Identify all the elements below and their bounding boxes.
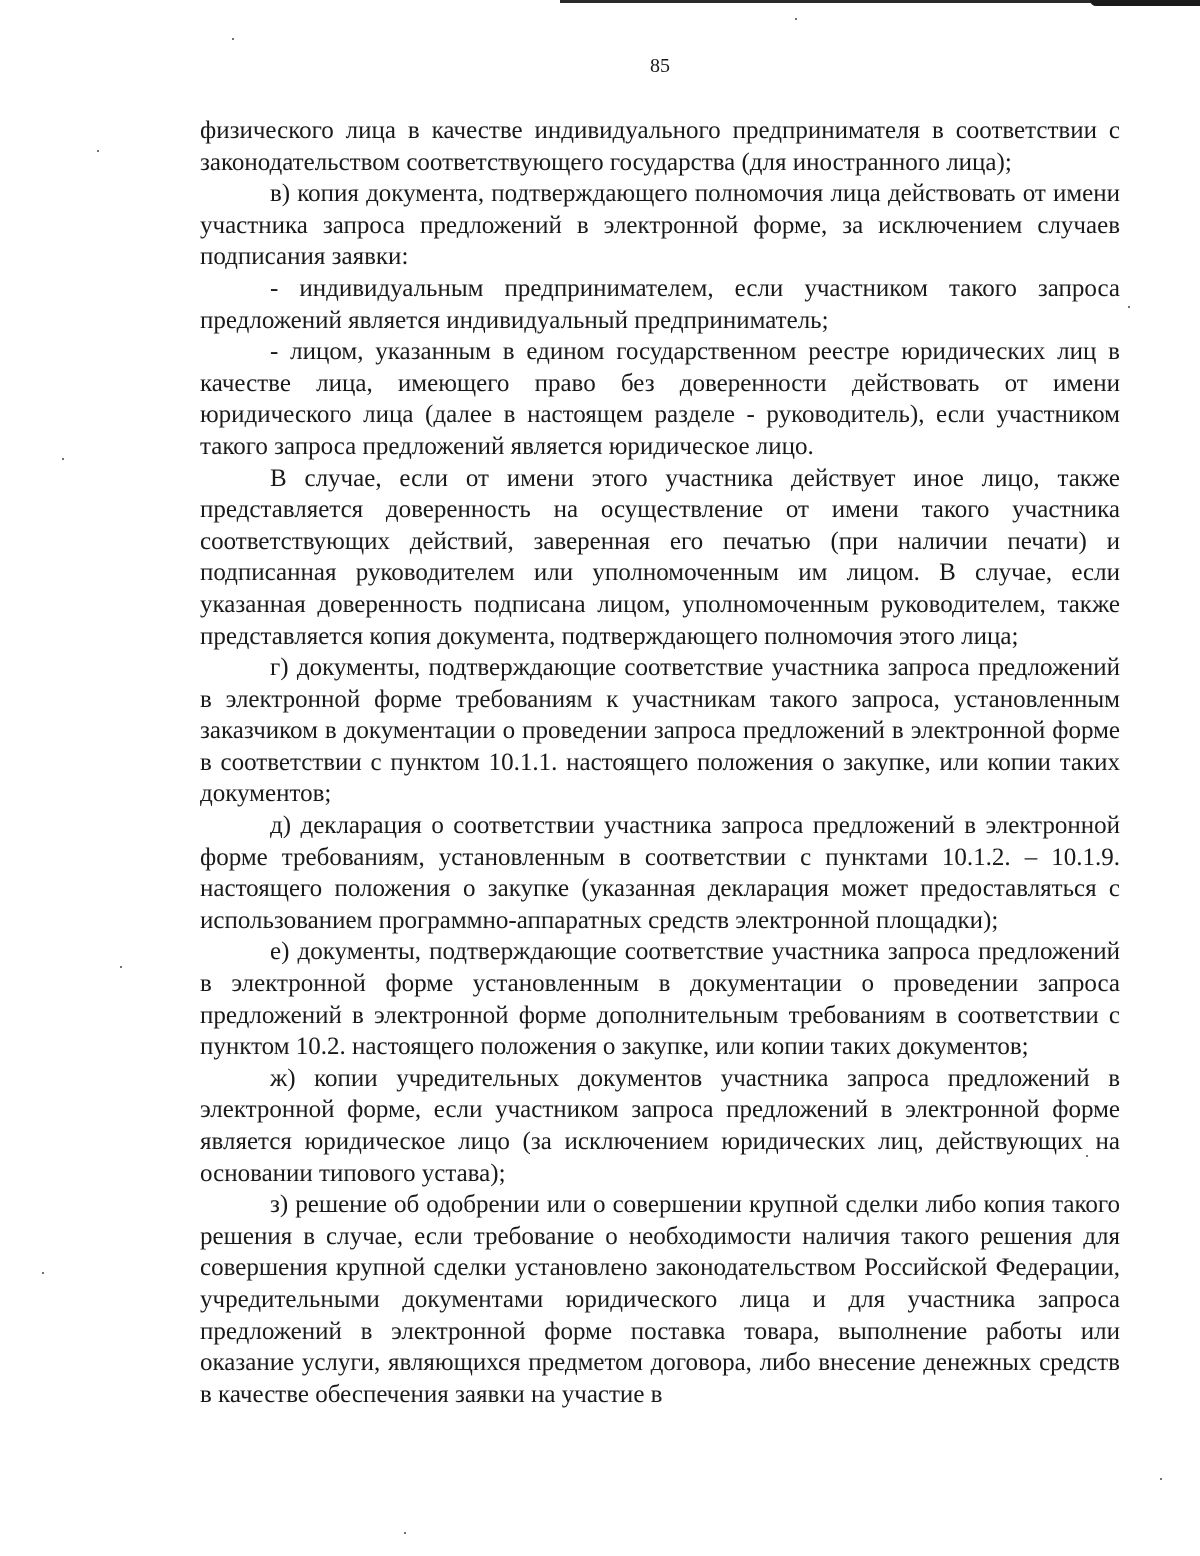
scan-speck xyxy=(404,1532,406,1534)
paragraph-item-e: е) документы, подтверждающие соответствие участника запроса предложений в электронной форме установленным в документации о проведении запроса предложений в электронной форме дополнительным требованиям в соответствии с пунктом 10.2. настоящего положения о закупке, или копии таких документов; xyxy=(200,938,1120,1061)
scan-speck xyxy=(795,18,797,20)
scan-speck xyxy=(62,458,64,460)
paragraph-subitem: - лицом, указанным в едином государственном реестре юридических лиц в качестве лица, имеющего право без доверенности действовать от имени юридического лица (далее в настоящем разделе - руководитель), если участником такого запроса предложений является юридическое лицо. xyxy=(200,338,1120,460)
scan-speck xyxy=(232,38,234,40)
scan-speck xyxy=(42,1272,44,1274)
paragraph-item-d: д) декларация о соответствии участника запроса предложений в электронной форме требованиям, установленным в соответствии с пунктами 10.1.2. – 10.1.9. настоящего положения о закупке (указанная декларация может предоставляться с использованием программно-аппаратных средств электронной площадки); xyxy=(200,812,1120,934)
page-number: 85 xyxy=(650,55,670,77)
scan-speck xyxy=(1128,306,1130,308)
scan-speck xyxy=(1160,1478,1162,1480)
scan-speck xyxy=(120,966,122,968)
paragraph: В случае, если от имени этого участника действует иное лицо, также представляется доверенность на осуществление от имени такого участника соответствующих действий, заверенная его печатью (при наличии печати) и подписанная руководителем или уполномоченным им лицом. В случае, если указанная доверенность подписана лицом, уполномоченным руководителем, также представляется копия документа, подтверждающего полномочия этого лица; xyxy=(200,464,1120,650)
paragraph-item-g: г) документы, подтверждающие соответствие участника запроса предложений в электронной форме требованиям к участникам такого запроса, установленным заказчиком в документации о проведении запроса предложений в электронной форме в соответствии с пунктом 10.1.1. настоящего положения о закупке, или копии таких документов; xyxy=(200,654,1120,808)
paragraph-item-zh: ж) копии учредительных документов участника запроса предложений в электронной форме, если участником запроса предложений в электронной форме является юридическое лицо (за исключением юридических лиц, действующих на основании типового устава); xyxy=(200,1064,1120,1187)
document-body xyxy=(200,115,1120,1410)
scan-corner-mark xyxy=(1090,0,1200,6)
paragraph: физического лица в качестве индивидуального предпринимателя в соответствии с законодательством соответствующего государства (для иностранного лица); xyxy=(200,117,1120,176)
paragraph-subitem: - индивидуальным предпринимателем, если участником такого запроса предложений является индивидуальный предприниматель; xyxy=(200,274,1120,334)
scan-speck xyxy=(97,150,99,152)
paragraph-item-v: в) копия документа, подтверждающего полномочия лица действовать от имени участника запроса предложений в электронной форме, за исключением случаев подписания заявки: xyxy=(200,180,1120,271)
paragraph-item-z: з) решение об одобрении или о совершении крупной сделки либо копия такого решения в случае, если требование о необходимости наличия такого решения для совершения крупной сделки установлено законодательством Российской Федерации, учредительными документами юридического лица и для участника запроса предложений в электронной форме поставка товара, выполнение работы или оказание услуги, являющихся предметом договора, либо внесение денежных средств в качестве обеспечения заявки на участие в xyxy=(200,1191,1120,1408)
